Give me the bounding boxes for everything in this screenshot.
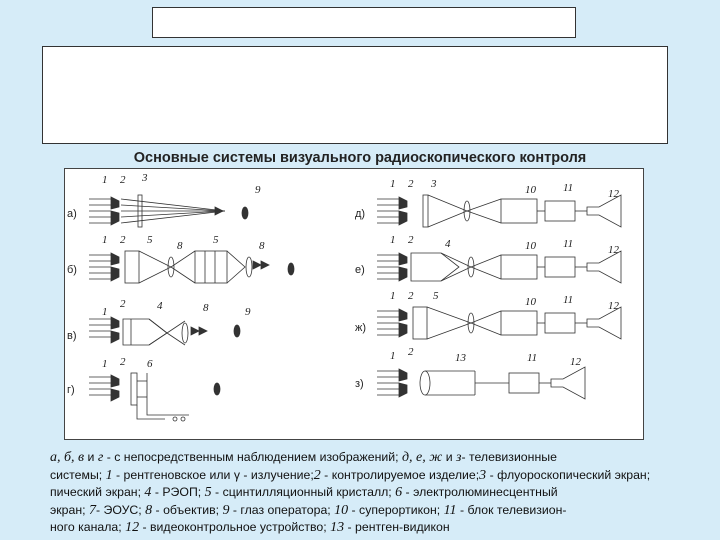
row-label-d: д): [355, 208, 366, 220]
num-label: 6: [147, 358, 153, 370]
legend-term: 6: [395, 485, 403, 501]
num-label: 1: [390, 234, 396, 246]
legend-line-4: [50, 502, 670, 520]
xray-beam-icon: [377, 371, 399, 395]
num-label: 8: [203, 302, 209, 314]
legend-term: 4: [144, 485, 152, 501]
xray-beam-icon: [89, 319, 111, 337]
system-e: [355, 234, 621, 283]
legend-text-span: и: [442, 450, 456, 464]
legend-term: а, б, в: [50, 450, 85, 465]
num-label: 2: [408, 178, 414, 190]
num-label: 12: [608, 244, 619, 256]
legend-text-span: системы;: [50, 467, 106, 482]
xray-beam-icon: [89, 199, 111, 223]
tv-channel-unit-icon: [545, 313, 575, 333]
legend-term: 2: [313, 467, 321, 483]
test-object-icon: [111, 197, 119, 225]
num-label: 1: [102, 306, 108, 318]
row-label-a: а): [67, 208, 77, 220]
num-label: 12: [608, 188, 619, 200]
num-label: 8: [259, 240, 265, 252]
num-label: 10: [525, 296, 536, 308]
legend-text-span: - глаз оператора;: [229, 502, 335, 517]
superorthicon-icon: [501, 255, 537, 279]
num-label: 13: [455, 352, 466, 364]
legend-text-span: - контролируемое изделие;: [320, 467, 480, 482]
num-label: 8: [177, 240, 183, 252]
legend-line-5: [50, 519, 670, 537]
legend-text-span: экран;: [50, 502, 89, 517]
power-circuit: [137, 373, 189, 419]
num-label: 5: [147, 234, 153, 246]
legend-text-span: - РЭОП;: [151, 485, 205, 500]
row-label-g: г): [67, 384, 75, 396]
legend-text-span: - с непосредственным наблюдением изображений;: [103, 450, 402, 464]
video-monitor-icon: [551, 367, 585, 399]
legend-term: з: [455, 450, 462, 465]
legend-text-span: - суперортикон;: [348, 502, 444, 517]
num-label: 11: [527, 352, 538, 364]
electroluminescent-screen-icon: [131, 373, 137, 405]
legend-term: 10: [334, 502, 349, 518]
num-label: 2: [120, 234, 126, 246]
xray-beam-icon: [377, 311, 399, 335]
beam-cone: [139, 251, 171, 283]
tv-channel-unit-icon: [509, 373, 539, 393]
num-label: 1: [390, 178, 396, 190]
beam-cone: [171, 251, 195, 283]
row-label-zh: ж): [355, 322, 367, 334]
num-label: 10: [525, 184, 536, 196]
image-intensifier-icon: [123, 319, 167, 345]
xray-beam-icon: [89, 255, 111, 279]
xray-beam-icon: [89, 377, 111, 395]
legend-text-span: и: [84, 450, 98, 464]
test-object-icon: [111, 253, 119, 281]
num-label: 9: [255, 184, 261, 196]
legend-text-span: пический экран;: [50, 485, 145, 500]
beam-cone: [428, 195, 467, 227]
legend-term: 5: [204, 485, 212, 501]
scintillator-icon: [195, 251, 227, 283]
legend-text-span: - объектив;: [152, 502, 223, 517]
num-label: 2: [408, 234, 414, 246]
test-object-icon: [111, 317, 119, 343]
row-label-v: в): [67, 330, 77, 342]
num-label: 12: [570, 356, 581, 368]
num-label: 1: [102, 234, 108, 246]
lens-icon: [182, 323, 188, 343]
legend-term: 9: [222, 502, 230, 518]
superorthicon-icon: [501, 199, 537, 223]
num-label: 5: [433, 290, 439, 302]
legend-text-span: - рентген-видикон: [344, 520, 450, 535]
legend-term: 3: [479, 467, 487, 483]
legend-text-span: - электролюминесцентный: [402, 485, 558, 500]
legend-term: 8: [145, 502, 153, 518]
system-b: [67, 234, 294, 283]
test-object-icon: [111, 375, 119, 401]
legend-line-2: [50, 467, 670, 485]
system-d: [355, 178, 621, 227]
legend-term: 1: [105, 467, 113, 483]
num-label: 1: [390, 290, 396, 302]
diagram-caption: Основные системы визуального радиоскопического контроля: [133, 150, 587, 166]
row-label-e: е): [355, 264, 365, 276]
legend-text-span: - телевизионные: [461, 450, 557, 464]
fluorescent-screen-icon: [423, 195, 428, 227]
row-label-z: з): [355, 378, 364, 390]
num-label: 11: [563, 294, 574, 306]
scintillator-icon: [413, 307, 427, 339]
test-object-icon: [399, 253, 407, 281]
legend-line-3: [50, 484, 670, 502]
subtitle-box: [42, 46, 668, 144]
legend-term: 13: [330, 520, 345, 536]
eye-icon: [242, 207, 248, 219]
legend-line-1: [50, 449, 670, 467]
beam-cone: [149, 319, 167, 345]
legend-text: [50, 449, 670, 537]
eye-icon: [288, 263, 294, 275]
legend-text-span: - сцинтилляционный кристалл;: [211, 485, 396, 500]
num-label: 2: [408, 290, 414, 302]
legend-text-span: - блок телевизион-: [456, 502, 567, 517]
num-label: 2: [408, 346, 414, 358]
xray-beam-icon: [377, 255, 399, 279]
xray-vidicon-icon: [420, 371, 475, 395]
legend-text-span: ного канала;: [50, 520, 126, 535]
num-label: 9: [245, 306, 251, 318]
light-rays-icon: [191, 327, 207, 335]
beam-cone: [427, 307, 471, 339]
num-label: 10: [525, 240, 536, 252]
test-object-icon: [399, 369, 407, 397]
system-v: [67, 298, 251, 345]
title-box: [152, 7, 576, 38]
tv-channel-unit-icon: [545, 201, 575, 221]
test-object-icon: [399, 197, 407, 225]
tv-channel-unit-icon: [545, 257, 575, 277]
lens-icon: [246, 257, 252, 277]
system-a: [67, 172, 261, 227]
image-intensifier-icon: [411, 253, 459, 281]
system-g: [67, 356, 220, 421]
eye-icon: [214, 383, 220, 395]
light-rays-icon: [253, 261, 269, 269]
num-label: 3: [431, 178, 437, 190]
num-label: 1: [102, 174, 108, 186]
legend-term: 7: [88, 502, 96, 518]
test-object-icon: [399, 309, 407, 337]
beam-cone: [471, 255, 501, 279]
legend-term: г: [97, 450, 104, 465]
row-label-b: б): [67, 264, 77, 276]
num-label: 3: [142, 172, 148, 184]
num-label: 1: [390, 350, 396, 362]
light-rays-icon: [121, 199, 225, 223]
legend-term: 11: [443, 502, 457, 518]
num-label: 4: [445, 238, 451, 250]
legend-text-span: - видеоконтрольное устройство;: [139, 520, 331, 535]
diagram-panel: [64, 168, 644, 440]
num-label: 2: [120, 174, 126, 186]
system-z: [355, 346, 585, 399]
legend-term: д, е, ж: [401, 450, 443, 465]
num-label: 11: [563, 238, 574, 250]
legend-text-span: - ЭОУС;: [95, 502, 146, 517]
beam-cone: [227, 251, 245, 283]
xray-beam-icon: [377, 199, 399, 223]
superorthicon-icon: [501, 311, 537, 335]
num-label: 2: [120, 298, 126, 310]
legend-term: 12: [125, 520, 140, 536]
beam-cone: [471, 311, 501, 335]
num-label: 12: [608, 300, 619, 312]
beam-cone: [467, 199, 501, 223]
num-label: 5: [213, 234, 219, 246]
scintillator-icon: [125, 251, 139, 283]
schematic-diagram: [65, 169, 643, 439]
num-label: 1: [102, 358, 108, 370]
num-label: 11: [563, 182, 574, 194]
eye-icon: [234, 325, 240, 337]
beam-cone: [441, 253, 471, 281]
legend-text-span: - флуороскопический экран;: [486, 467, 651, 482]
num-label: 2: [120, 356, 126, 368]
system-zh: [355, 290, 621, 339]
legend-text-span: - рентгеновское или γ - излучение;: [112, 467, 314, 482]
num-label: 4: [157, 300, 163, 312]
